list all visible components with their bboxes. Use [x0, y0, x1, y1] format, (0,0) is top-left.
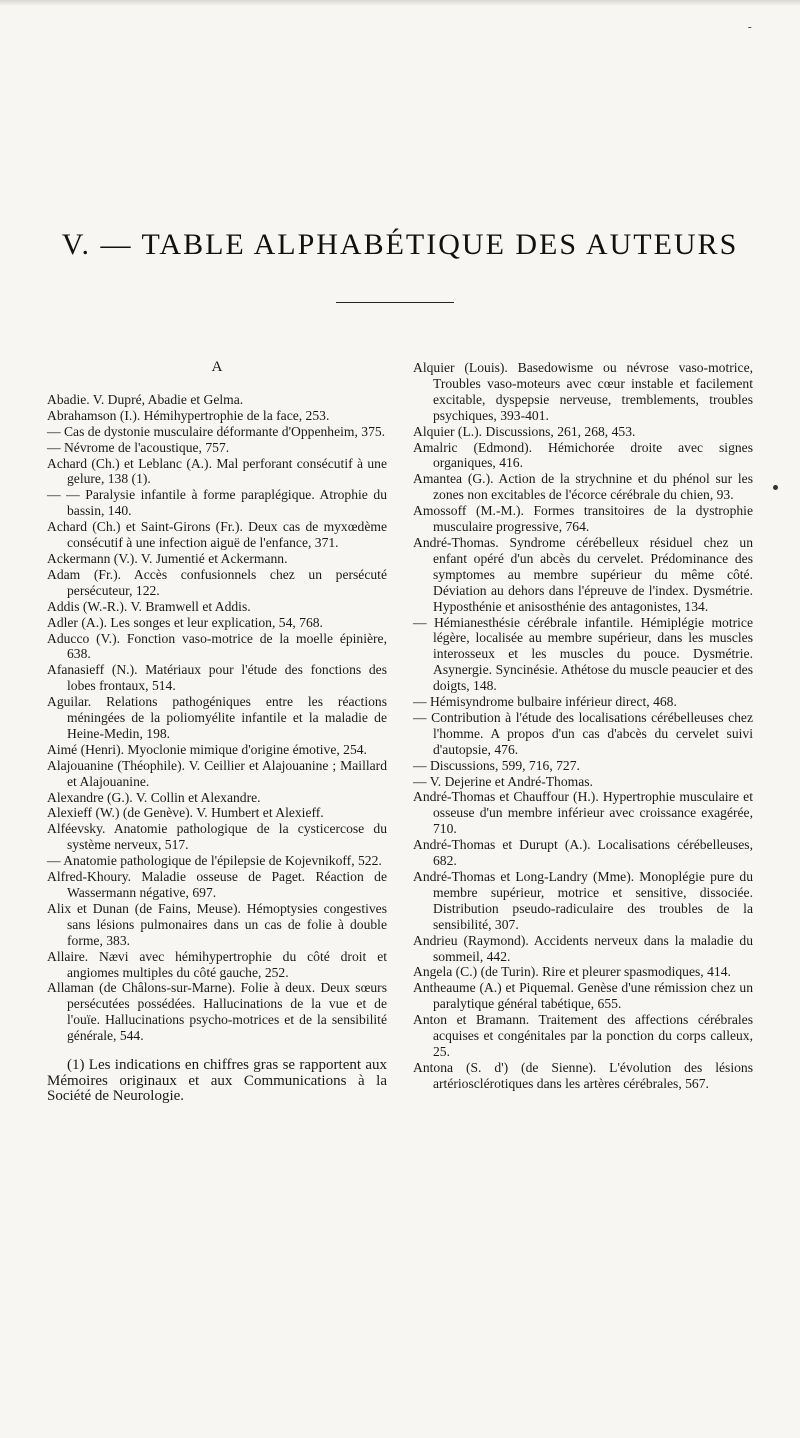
index-entry: Amossoff (M.-M.). Formes transitoires de la dystrophie musculaire progressive, 764.: [413, 503, 753, 535]
index-entry: Achard (Ch.) et Leblanc (A.). Mal perforant consécutif à une gelure, 138 (1).: [47, 455, 387, 487]
index-entry: — Contribution à l'étude des localisations cérébelleuses chez l'homme. A propos d'un cas d'abcès du cervelet suivi d'autopsie, 476.: [413, 709, 753, 757]
index-entry: Allaman (de Châlons-sur-Marne). Folie à deux. Deux sœurs persécutées possédées. Hallucinations de la vue et de l'ouïe. Hallucinations psycho-motrices et de la sensibilité générale, 544.: [47, 980, 387, 1044]
index-entry: Adler (A.). Les songes et leur explication, 54, 768.: [47, 614, 323, 630]
index-entry: Aducco (V.). Fonction vaso-motrice de la moelle épinière, 638.: [47, 630, 387, 662]
index-entry: Alquier (L.). Discussions, 261, 268, 453.: [413, 423, 636, 439]
index-entry: Amantea (G.). Action de la strychnine et du phénol sur les zones non excitables de l'écorce cérébrale du chien, 93.: [413, 471, 753, 503]
left-column: [47, 360, 387, 1120]
index-entry: — Anatomie pathologique de l'épilepsie de Kojevnikoff, 522.: [47, 853, 382, 869]
index-entry: André-Thomas et Long-Landry (Mme). Monoplégie pure du membre supérieur, motrice et sensitive, dissociée. Distribution pseudo-radiculaire des troubles de la sensibilité, 307.: [413, 869, 753, 932]
index-entry: Alajouanine (Théophile). V. Ceillier et Alajouanine ; Maillard et Alajouanine.: [47, 757, 387, 789]
index-entry: Abadie. V. Dupré, Abadie et Gelma.: [47, 391, 244, 407]
section-letter: A: [211, 359, 223, 375]
index-entry: — Hémisyndrome bulbaire inférieur direct, 468.: [413, 694, 677, 710]
index-entry: Alexieff (W.) (de Genève). V. Humbert et Alexieff.: [47, 805, 324, 821]
footnote: (1) Les indications en chiffres gras se rapportent aux Mémoires originaux et aux Communications à la Société de Neurologie.: [47, 1057, 387, 1105]
index-entry: André-Thomas et Chauffour (H.). Hypertrophie musculaire et osseuse d'un membre inférieur avec croissance exagérée, 710.: [413, 789, 753, 837]
index-entry: Alexandre (G.). V. Collin et Alexandre.: [47, 789, 261, 805]
index-entry: Afanasieff (N.). Matériaux pour l'étude des fonctions des lobes frontaux, 514.: [47, 662, 387, 694]
index-entry: Aimé (Henri). Myoclonie mimique d'origine émotive, 254.: [47, 741, 367, 757]
right-entry-list: [413, 360, 753, 1092]
margin-dot: [773, 485, 778, 490]
right-column: [413, 360, 753, 1092]
index-entry: Alix et Dunan (de Fains, Meuse). Hémoptysies congestives sans lésions pulmonaires dans un cas de folie à double forme, 383.: [47, 900, 387, 948]
page-title: V. — TABLE ALPHABÉTIQUE DES AUTEURS: [61, 228, 739, 261]
index-entry: Antheaume (A.) et Piquemal. Genèse d'une rémission chez un paralytique général tabétique, 655.: [413, 980, 753, 1012]
index-entry: — Hémianesthésie cérébrale infantile. Hémiplégie motrice légère, localisée au membre supérieur, dans les muscles interosseux et les muscles du pouce. Dysmétrie. Asynergie. Syncinésie. Athétose du muscle peaucier et des doigts, 148.: [413, 614, 753, 694]
index-entry: Adam (Fr.). Accès confusionnels chez un persécuté persécuteur, 122.: [47, 566, 387, 598]
left-entry-list: [47, 392, 387, 1044]
index-entry: Alféevsky. Anatomie pathologique de la cysticercose du système nerveux, 517.: [47, 821, 387, 853]
index-entry: André-Thomas. Syndrome cérébelleux résiduel chez un enfant opéré d'un abcès du cervelet. Prédominance des symptomes au membre supérieur du même côté. Déviation au dehors dans l'épreuve de l'index. Dysmétrie. Hyposthénie et anisosthénie des antagonistes, 134.: [413, 534, 753, 614]
index-entry: Aguilar. Relations pathogéniques entre les réactions méningées de la poliomyélite infantile et la maladie de Heine-Medin, 198.: [47, 694, 387, 741]
index-entry: Addis (W.-R.). V. Bramwell et Addis.: [47, 598, 251, 614]
index-entry: Anton et Bramann. Traitement des affections cérébrales acquises et congénitales par la ponction du corps calleux, 25.: [413, 1012, 753, 1059]
index-entry: Achard (Ch.) et Saint-Girons (Fr.). Deux cas de myxœdème consécutif à une infection aiguë de l'enfance, 371.: [47, 519, 387, 551]
page-top-edge: [0, 0, 800, 6]
index-entry: Andrieu (Raymond). Accidents nerveux dans la maladie du sommeil, 442.: [413, 932, 753, 964]
index-entry: — — Paralysie infantile à forme paraplégique. Atrophie du bassin, 140.: [47, 487, 387, 519]
index-entry: Amalric (Edmond). Hémichorée droite avec signes organiques, 416.: [413, 439, 753, 471]
corner-mark: -: [747, 20, 752, 34]
index-entry: André-Thomas et Durupt (A.). Localisations cérébelleuses, 682.: [413, 837, 753, 869]
index-entry: — Discussions, 599, 716, 727.: [413, 757, 580, 773]
index-entry: Angela (C.) (de Turin). Rire et pleurer spasmodiques, 414.: [413, 964, 731, 980]
index-entry: Ackermann (V.). V. Jumentié et Ackermann.: [47, 550, 288, 566]
index-entry: Antona (S. d') (de Sienne). L'évolution des lésions artériosclérotiques dans les artères cérébrales, 567.: [413, 1059, 753, 1091]
index-entry: Allaire. Nævi avec hémihypertrophie du côté droit et angiomes multiples du côté gauche, 252.: [47, 948, 387, 980]
title-rule: [336, 302, 454, 303]
index-entry: — V. Dejerine et André-Thomas.: [413, 773, 593, 789]
index-entry: — Cas de dystonie musculaire déformante d'Oppenheim, 375.: [47, 423, 386, 439]
index-entry: Alquier (Louis). Basedowisme ou névrose vaso-motrice, Troubles vaso-moteurs avec cœur instable et facilement excitable, dyspepsie nerveuse, tremblements, troubles psychiques, 393-401.: [413, 360, 753, 423]
index-entry: Abrahamson (I.). Hémihypertrophie de la face, 253.: [47, 407, 330, 423]
index-entry: Alfred-Khoury. Maladie osseuse de Paget. Réaction de Wassermann négative, 697.: [47, 869, 387, 900]
index-entry: — Névrome de l'acoustique, 757.: [47, 439, 230, 455]
